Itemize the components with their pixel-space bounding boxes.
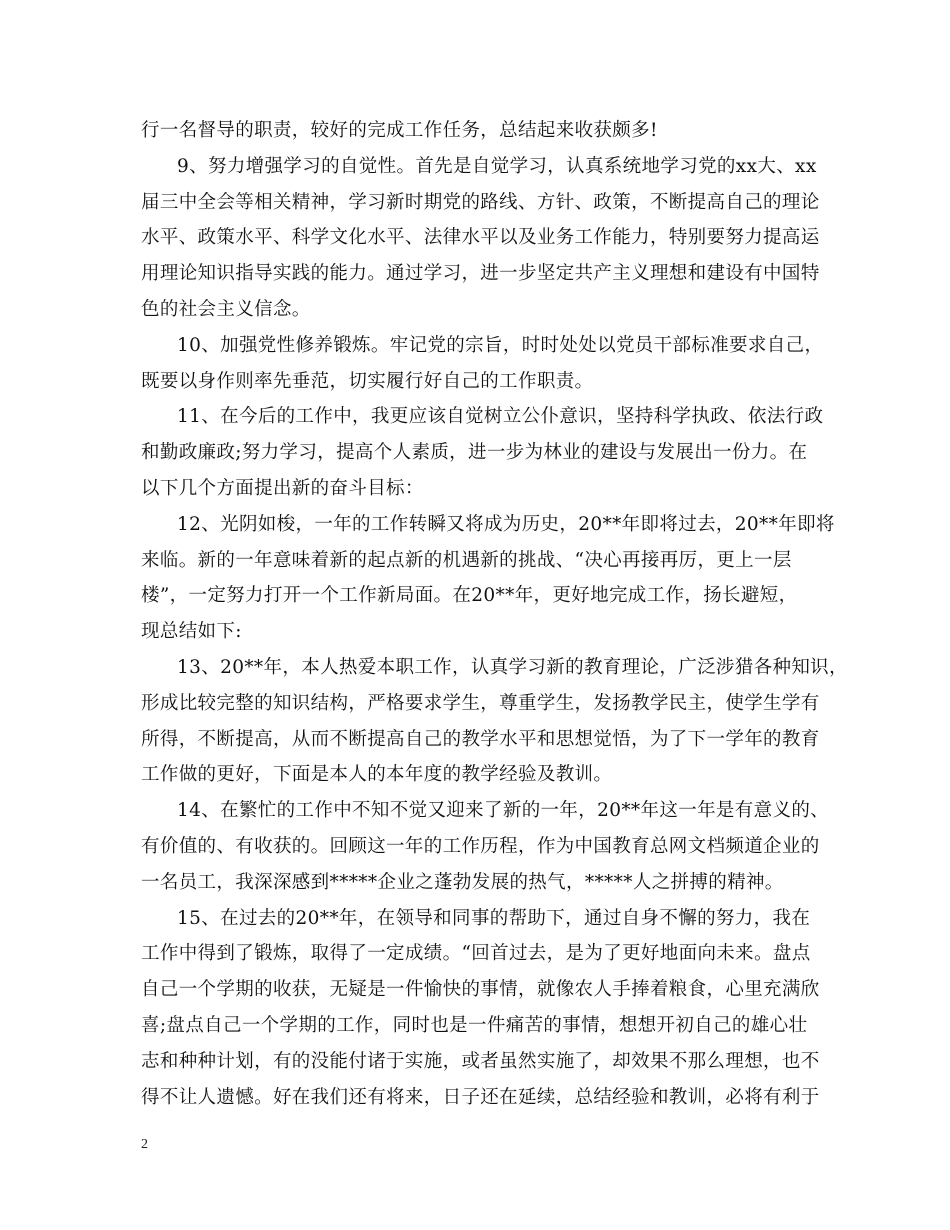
text-line: 10、加强党性修养锻炼。牢记党的宗旨，时时处处以党员干部标准要求自己， [177,334,824,356]
text-line: 13、20**年，本人热爱本职工作，认真学习新的教育理论，广泛涉猎各种知识， [177,656,848,678]
text-line: 12、光阴如梭，一年的工作转瞬又将成为历史，20**年即将过去，20**年即将 [177,513,835,535]
text-line: 有价值的、有收获的。回顾这一年的工作历程，作为中国教育总网文档频道企业的 [141,835,820,857]
text-line: 15、在过去的20**年，在领导和同事的帮助下，通过自身不懈的努力，我在 [177,907,811,929]
text-line: 一名员工，我深深感到*****企业之蓬勃发展的热气，*****人之拼搏的精神。 [141,871,784,893]
text-line: 工作中得到了锻炼，取得了一定成绩。“回首过去，是为了更好地面向未来。盘点 [141,943,811,965]
text-line: 水平、政策水平、科学文化水平、法律水平以及业务工作能力，特别要努力提高运 [141,227,820,249]
body-text [141,113,848,1115]
text-line: 和勤政廉政;努力学习，提高个人素质，进一步为林业的建设与发展出一份力。在 [141,442,808,464]
text-line: 现总结如下: [141,621,242,643]
text-line: 14、在繁忙的工作中不知不觉又迎来了新的一年，20**年这一年是有意义的、 [177,800,830,822]
text-line: 行一名督导的职责，较好的完成工作任务，总结起来收获颇多! [141,120,658,141]
text-line: 用理论知识指导实践的能力。通过学习，进一步坚定共产主义理想和建设有中国特 [141,263,820,285]
page-number: 2 [141,1137,148,1152]
text-line: 喜;盘点自己一个学期的工作，同时也是一件痛苦的事情，想想开初自己的雄心壮 [141,1014,808,1036]
text-line: 11、在今后的工作中，我更应该自觉树立公仆意识，坚持科学执政、依法行政 [177,406,824,428]
text-line: 色的社会主义信念。 [141,298,311,320]
text-line: 所得，不断提高，从而不断提高自己的教学水平和思想觉悟，为了下一学年的教育 [141,728,820,750]
text-line: 工作做的更好，下面是本人的本年度的教学经验及教训。 [141,764,613,786]
text-line: 得不让人遗憾。好在我们还有将来，日子还在延续，总结经验和教训，必将有利于 [141,1086,820,1108]
text-line: 形成比较完整的知识结构，严格要求学生，尊重学生，发扬教学民主，使学生学有 [141,692,820,714]
text-line: 9、努力增强学习的自觉性。首先是自觉学习，认真系统地学习党的xx大、xx [177,155,817,177]
text-line: 以下几个方面提出新的奋斗目标： [141,477,424,499]
text-line: 届三中全会等相关精神，学习新时期党的路线、方针、政策，不断提高自己的理论 [141,191,820,213]
text-line: 楼”，一定努力打开一个工作新局面。在20**年，更好地完成工作，扬长避短， [141,585,798,607]
text-line: 来临。新的一年意味着新的起点新的机遇新的挑战、“决心再接再厉，更上一层 [141,549,792,571]
text-line: 既要以身作则率先垂范，切实履行好自己的工作职责。 [141,370,594,392]
text-line: 志和种种计划，有的没能付诸于实施，或者虽然实施了，却效果不那么理想，也不 [141,1050,820,1072]
text-line: 自己一个学期的收获，无疑是一件愉快的事情，就像农人手捧着粮食，心里充满欣 [141,979,820,1001]
